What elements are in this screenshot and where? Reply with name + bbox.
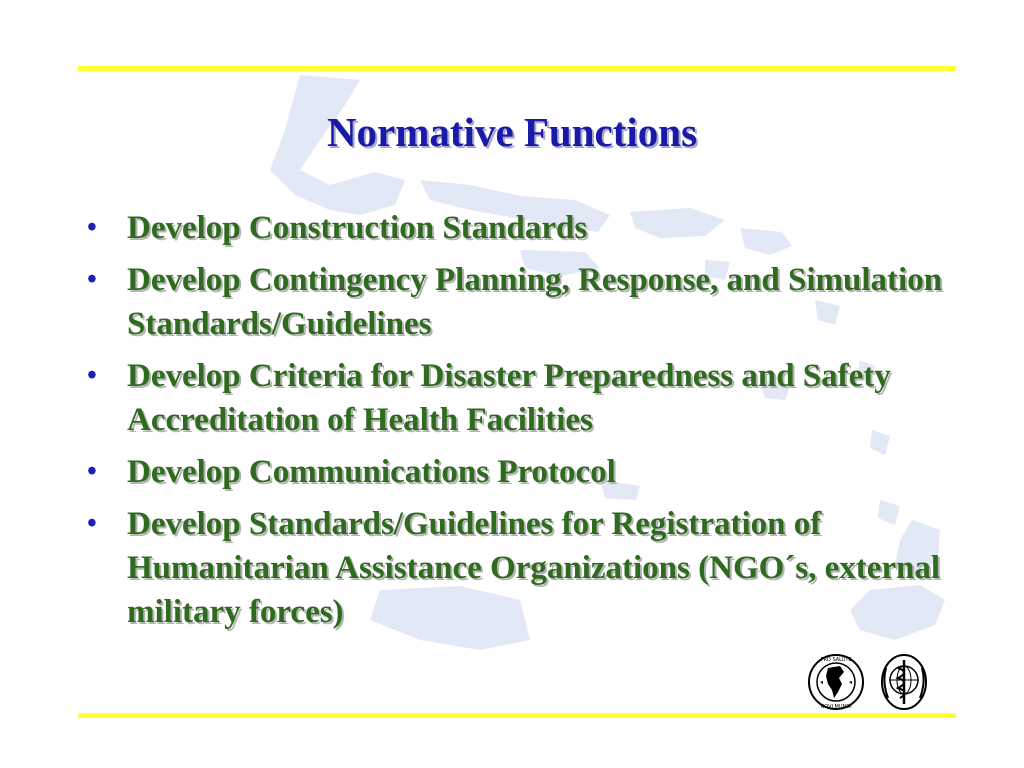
slide-title: Normative Functions <box>326 109 698 155</box>
bullet-dot-icon: • <box>87 212 97 243</box>
who-emblem-icon <box>882 655 926 709</box>
bullet-text: Develop Standards/Guidelines for Registration of Humanitarian Assistance Organizations (NGO´s, external military forces) <box>127 506 941 630</box>
bullet-dot-icon: • <box>87 264 97 295</box>
paho-seal-icon <box>809 655 863 710</box>
bullet-dot-icon: • <box>87 360 97 391</box>
bullet-item <box>85 502 955 634</box>
bullet-item <box>85 258 955 346</box>
bullet-text: Develop Contingency Planning, Response, and Simulation Standards/Guidelines <box>127 262 943 342</box>
bullet-item <box>85 206 955 250</box>
svg-text:NOVI MUNDI: NOVI MUNDI <box>820 704 852 710</box>
bullet-text: Develop Communications Protocol <box>127 454 616 490</box>
bullet-text: Develop Construction Standards <box>127 210 588 246</box>
organization-logos <box>806 652 934 712</box>
bullet-text: Develop Criteria for Disaster Preparedness and Safety Accreditation of Health Facilities <box>127 358 891 438</box>
bullet-item <box>85 354 955 442</box>
bottom-rule <box>78 713 956 718</box>
bullet-list <box>85 206 955 642</box>
bullet-dot-icon: • <box>87 508 97 539</box>
bullet-dot-icon: • <box>87 456 97 487</box>
top-rule <box>78 66 956 71</box>
svg-text:PRO SALUTE: PRO SALUTE <box>820 657 852 663</box>
bullet-item <box>85 450 955 494</box>
